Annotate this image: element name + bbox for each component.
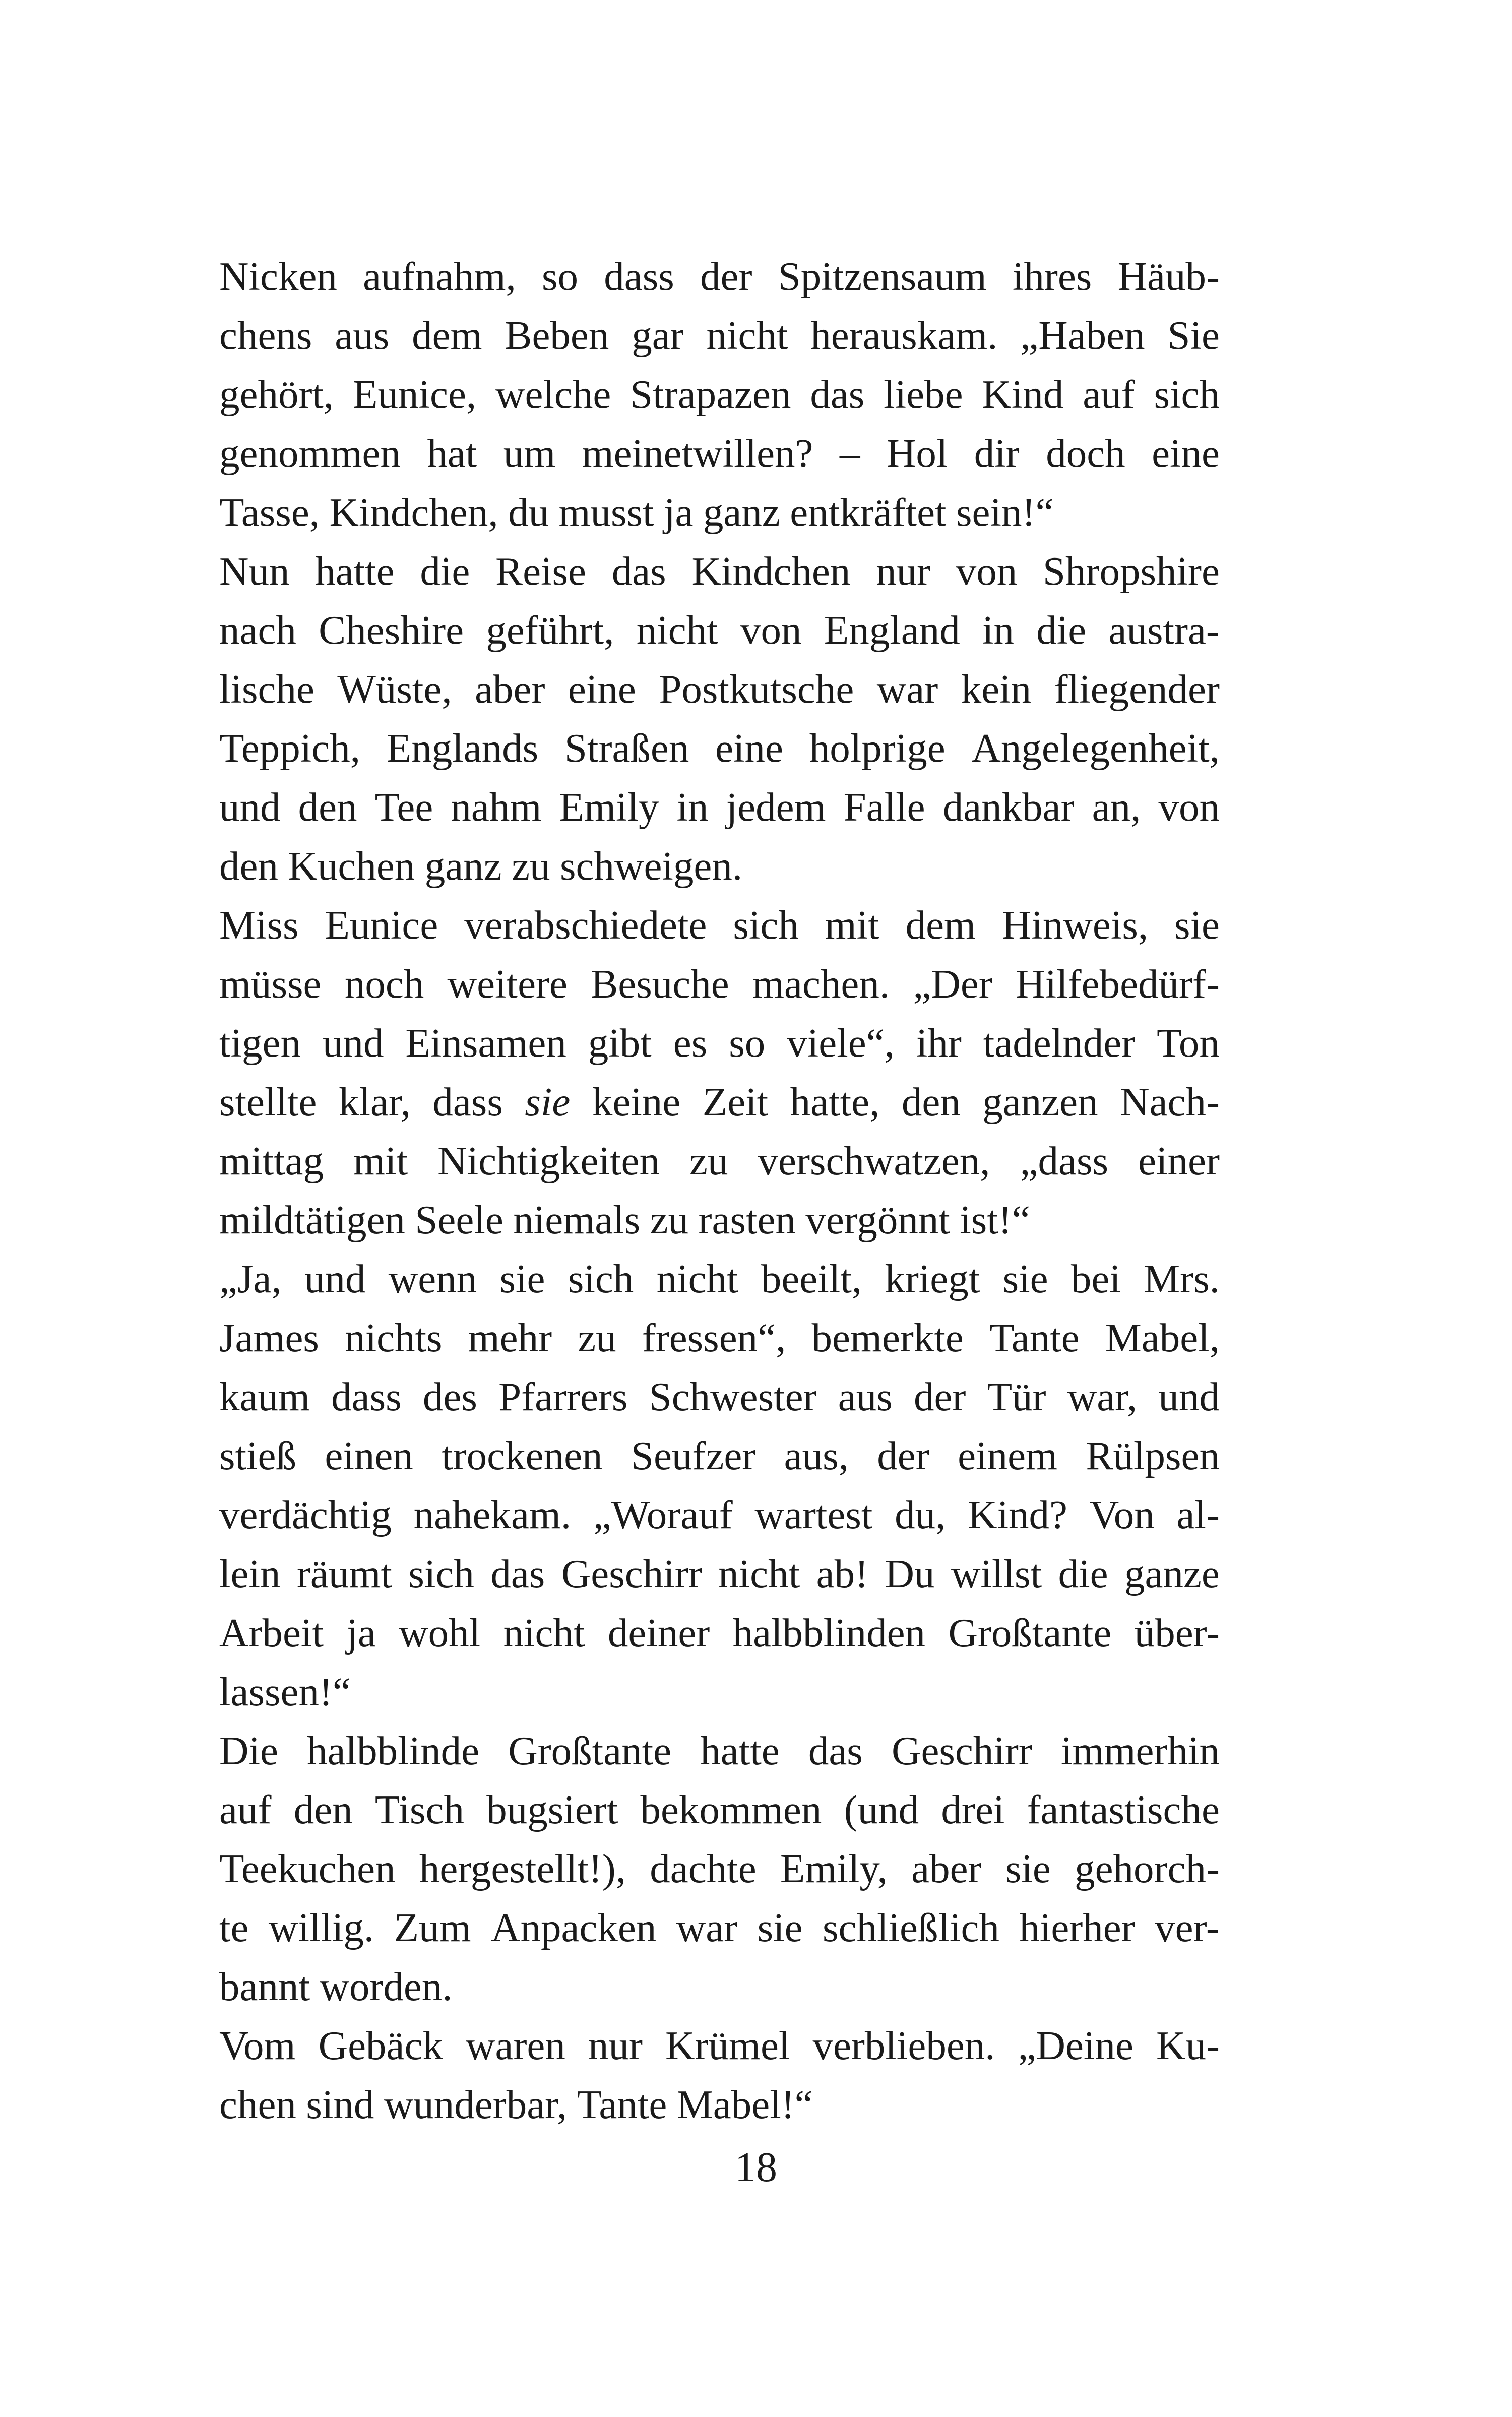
paragraph [219, 247, 1220, 542]
text-line: bannt worden. [219, 1964, 453, 2009]
text-line: Arbeit ja wohl nicht deiner halbblinden Großtante über- [219, 1610, 1220, 1655]
text-line: lische Wüste, aber eine Postkutsche war kein fliegender [219, 666, 1220, 712]
text-line: mildtätigen Seele niemals zu rasten vergönnt ist!“ [219, 1197, 1030, 1243]
text-line: James nichts mehr zu fressen“, bemerkte Tante Mabel, [219, 1315, 1220, 1360]
body-text [219, 247, 1220, 2134]
text-line: und den Tee nahm Emily in jedem Falle dankbar an, von [219, 784, 1220, 830]
paragraph [219, 1721, 1220, 2016]
text-line: Nun hatte die Reise das Kindchen nur von Shropshire [219, 548, 1220, 594]
page-number: 18 [735, 2144, 777, 2191]
text-line: Die halbblinde Großtante hatte das Geschirr immerhin [219, 1728, 1220, 1773]
text-line: verdächtig nahekam. „Worauf wartest du, Kind? Von al- [219, 1492, 1220, 1537]
text-line: stieß einen trockenen Seufzer aus, der einem Rülpsen [219, 1433, 1220, 1478]
text-line: mittag mit Nichtigkeiten zu verschwatzen, „dass einer [219, 1138, 1220, 1184]
text-line: te willig. Zum Anpacken war sie schließlich hierher ver- [219, 1905, 1220, 1950]
paragraph [219, 1250, 1220, 1721]
text-line: den Kuchen ganz zu schweigen. [219, 843, 743, 889]
paragraph [219, 2016, 1220, 2134]
text-line: chen sind wunderbar, Tante Mabel!“ [219, 2082, 813, 2127]
text-line: auf den Tisch bugsiert bekommen (und drei fantastische [219, 1787, 1220, 1832]
text-line: kaum dass des Pfarrers Schwester aus der Tür war, und [219, 1374, 1220, 1419]
text-line: stellte klar, dass sie keine Zeit hatte, den ganzen Nach- [219, 1079, 1220, 1125]
text-line: Vom Gebäck waren nur Krümel verblieben. „Deine Ku- [219, 2023, 1220, 2068]
text-line: Teppich, Englands Straßen eine holprige Angelegenheit, [219, 725, 1220, 771]
text-line: tigen und Einsamen gibt es so viele“, ihr tadelnder Ton [219, 1020, 1220, 1066]
paragraph [219, 896, 1220, 1250]
text-line: Teekuchen hergestellt!), dachte Emily, aber sie gehorch- [219, 1846, 1220, 1891]
text-line: lein räumt sich das Geschirr nicht ab! Du willst die ganze [219, 1551, 1220, 1596]
text-line: „Ja, und wenn sie sich nicht beeilt, kriegt sie bei Mrs. [219, 1256, 1220, 1302]
text-line: lassen!“ [219, 1669, 351, 1714]
text-line: Nicken aufnahm, so dass der Spitzensaum ihres Häub- [219, 254, 1220, 299]
text-line: Tasse, Kindchen, du musst ja ganz entkräftet sein!“ [219, 489, 1054, 535]
text-line: müsse noch weitere Besuche machen. „Der Hilfebedürf- [219, 961, 1220, 1007]
paragraph [219, 542, 1220, 896]
text-line: Miss Eunice verabschiedete sich mit dem Hinweis, sie [219, 902, 1220, 948]
text-line: genommen hat um meinetwillen? – Hol dir doch eine [219, 430, 1220, 476]
text-line: gehört, Eunice, welche Strapazen das liebe Kind auf sich [219, 371, 1220, 417]
text-line: nach Cheshire geführt, nicht von England in die austra- [219, 607, 1220, 653]
text-line: chens aus dem Beben gar nicht herauskam. „Haben Sie [219, 313, 1220, 358]
